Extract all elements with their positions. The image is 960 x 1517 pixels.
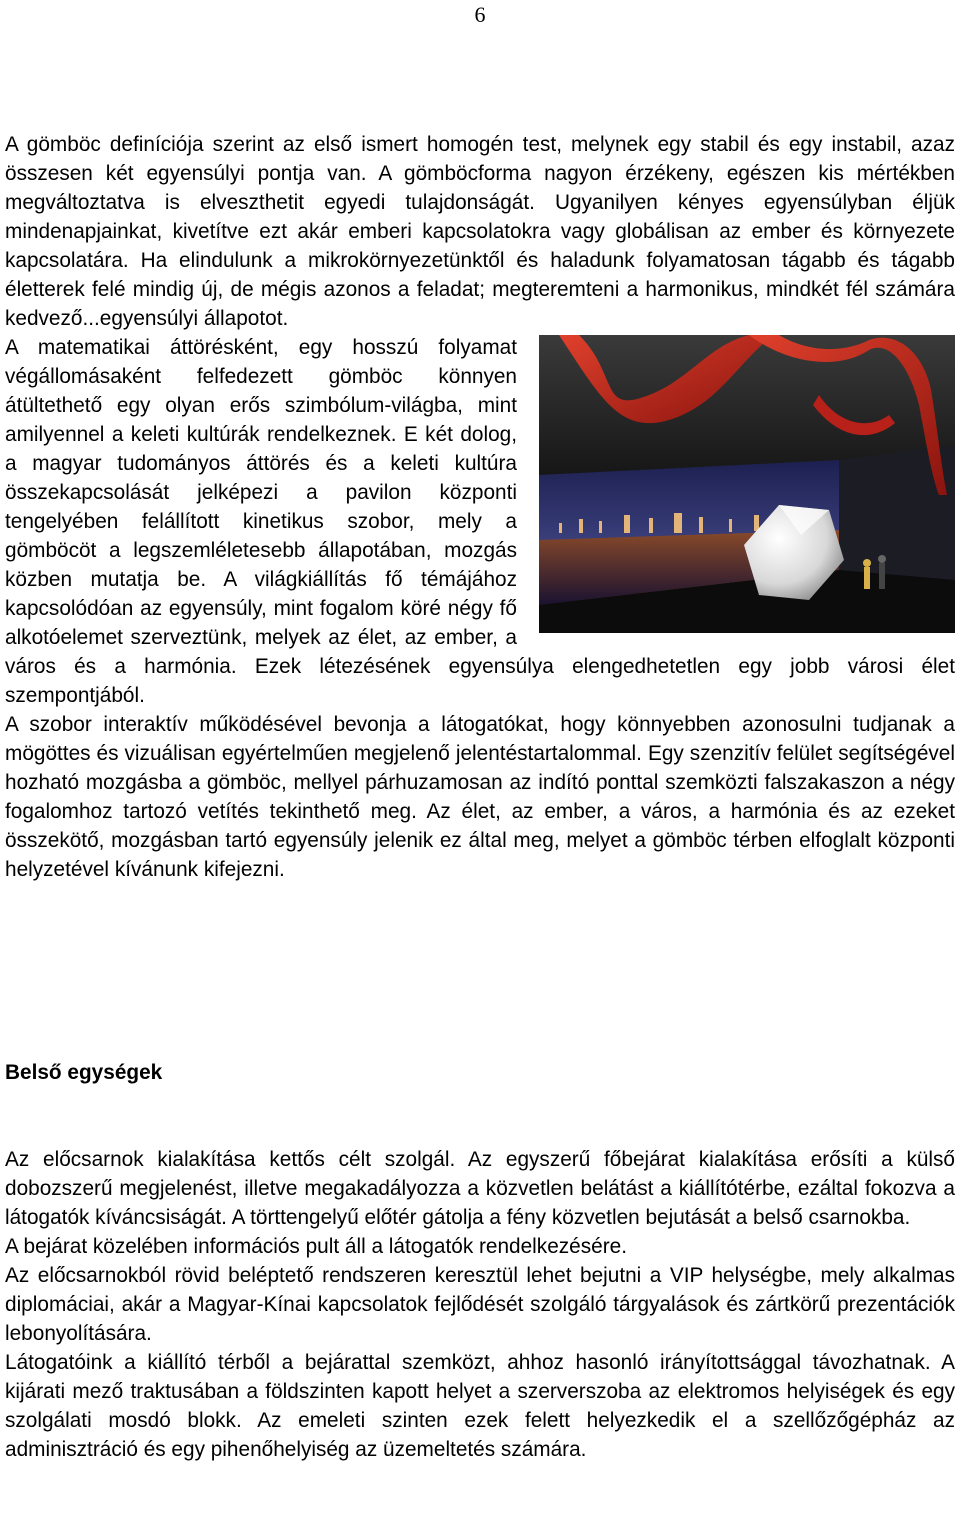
section-paragraph-1: Az előcsarnok kialakítása kettős célt szolgál. Az egyszerű főbejárat kialakítása erősíti a külső dobozszerű megjelenést, illetve megakadályozza a közvetlen belátást a kiállítótérbe, ezáltal fokozva a látogatók kíváncsiságát. A törttengelyű előtér gátolja a fény közvetlen bejutását a belső csarnokba. [5,1148,955,1229]
intro-paragraph-3: A szobor interaktív működésével bevonja a látogatókat, hogy könnyebben azonosulni tudjanak a mögöttes és vizuálisan egyértelműen megjelenő jelentéstartalommal. Egy szenzitív felület segítségével hozható mozgásba a gömböc, mellyel párhuzamosan az indító ponttal szemközti falszakaszon a négy fogalomhoz tartozó vetítés tekinthető meg. Az élet, az ember, a város, a harmónia és az ezeket összekötő, mozgásban tartó egyensúly jelenik ez által meg, melyet a gömböc térben elfoglalt központi helyzetével kívánunk kifejezni. [5,713,955,881]
intro-paragraph-2: A matematikai áttörésként, egy hosszú folyamat végállomásaként felfedezett gömböc könnyen átültethető egy olyan erős szimbólum-világba, mint amilyennel a keleti kultúrák rendelkeznek. E két dolog, a magyar tudományos áttörés és a keleti kultúra összekapcsolását jelképezi a pavilon központi tengelyében felállított kinetikus szobor, mely a gömböcöt a legszemléletesebb állapotában, mozgás közben mutatja be. A világkiállítás fő témájához kapcsolódóan az egyensúly, mint fogalom köré négy fő alkotóelemet szerveztünk, melyek az élet, az ember, a város és a harmónia. Ezek létezésének egyensúlya elengedhetetlen egy jobb városi élet szempontjából. [5,336,955,707]
section-paragraph-4: Látogatóink a kiállító térből a bejárattal szemközt, ahhoz hasonló irányítottsággal távozhatnak. A kijárati mező traktusában a földszinten kapott helyet a szerverszoba az elektromos helyiségek és egy szolgálati mosdó blokk. Az emeleti szinten ezek felett helyezkedik el a szellőzőgépház az adminisztráció és egy pihenőhelyiség az üzemeltetés számára. [5,1351,955,1461]
intro-text [5,130,955,884]
section-text [5,1145,955,1464]
pavilion-rendering-image [539,335,955,633]
intro-paragraph-1: A gömböc definíciója szerint az első ismert homogén test, melynek egy stabil és egy instabil, azaz összesen két egyensúlyi pontja van. A gömböcforma nagyon érzékeny, egészen kis mértékben megváltoztatva is elveszthetit egyedi tulajdonságát. Ugyanilyen kényes egyensúlyban éljük mindenapjainkat, kivetítve ezt akár emberi kapcsolatokra vagy globálisan az ember és környezete kapcsolatára. Ha elindulunk a mikrokörnyezetünktől és haladunk folyamatosan tágabb és tágabb életterek felé mindig új, de mégis azonos a feladat; megteremteni a harmonikus, mindkét fél számára kedvező...egyensúlyi állapotot. [5,133,955,330]
section-paragraph-3: Az előcsarnokból rövid beléptető rendszeren keresztül lehet bejutni a VIP helységbe, mely alkalmas diplomáciai, akár a Magyar-Kínai kapcsolatok fejlődését szolgáló tárgyalások és zártkörű prezentációk lebonyolítására. [5,1264,955,1345]
pavilion-rendering-svg [539,335,955,633]
section-paragraph-2: A bejárat közelében információs pult áll a látogatók rendelkezésére. [5,1235,627,1258]
page-number: 6 [474,2,486,27]
section-heading-belso-egysegek: Belső egységek [5,1061,163,1084]
